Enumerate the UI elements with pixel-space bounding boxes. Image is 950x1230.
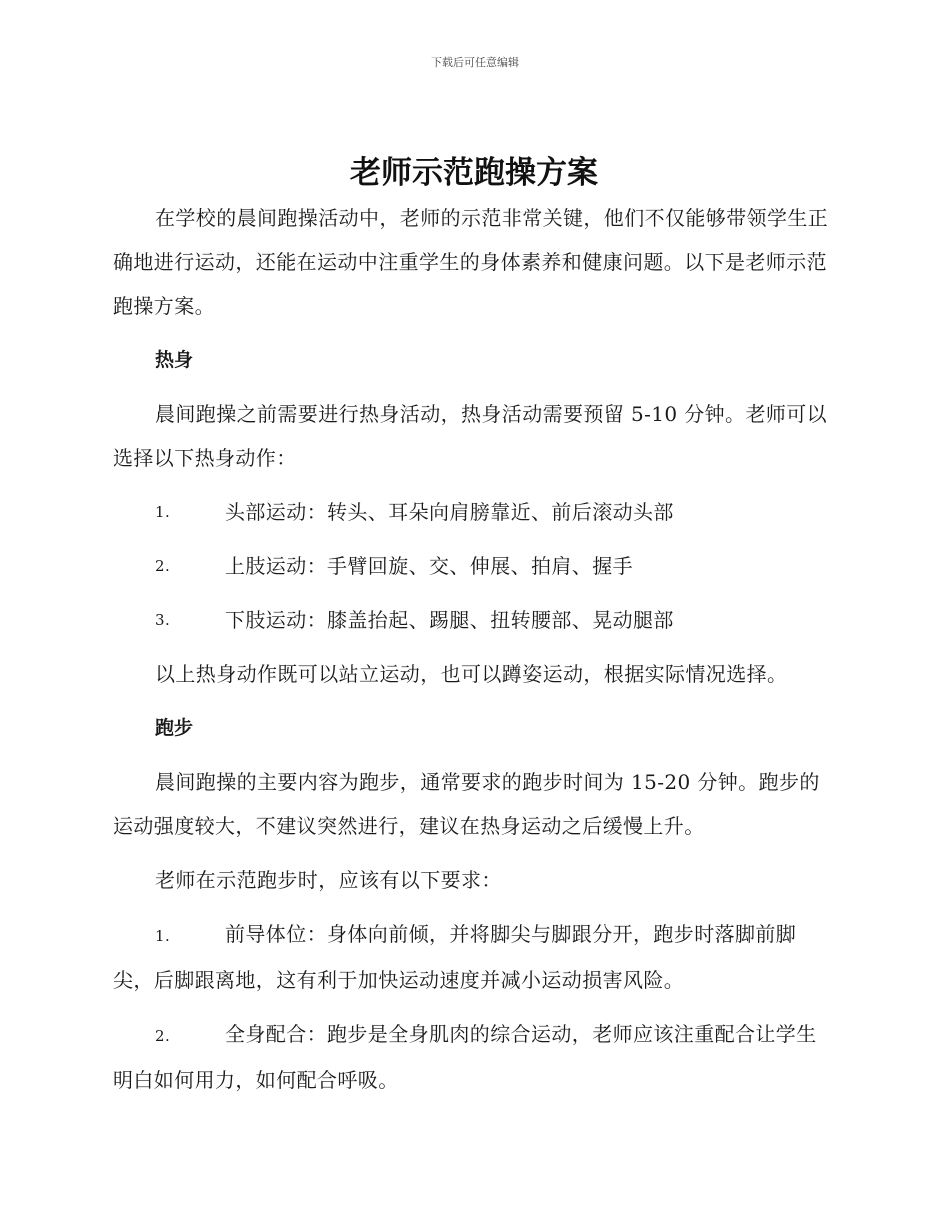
list-item-number: 3. [155,611,171,629]
section-heading-warmup: 热身 [155,349,194,371]
list-item-number: 1. [155,503,171,521]
list-item-text: 全身配合：跑步是全身肌肉的综合运动，老师应该注重配合让学生明白如何用力，如何配合呼吸。 [113,1022,817,1092]
running-requirements-intro: 老师在示范跑步时，应该有以下要求： [155,868,502,892]
list-item-number: 2. [155,1027,171,1045]
running-paragraph: 晨间跑操的主要内容为跑步，通常要求的跑步时间为 15-20 分钟。跑步的运动强度较大，不建议突然进行，建议在热身运动之后缓慢上升。 [113,770,820,838]
list-item [113,912,835,1002]
list-item-text: 头部运动：转头、耳朵向肩膀靠近、前后滚动头部 [225,500,674,524]
section-heading-running: 跑步 [155,717,194,739]
list-item [113,490,835,534]
intro-paragraph: 在学校的晨间跑操活动中，老师的示范非常关键，他们不仅能够带领学生正确地进行运动，还能在运动中注重学生的身体素养和健康问题。以下是老师示范跑操方案。 [113,206,829,318]
list-item [113,544,835,588]
list-item-text: 前导体位：身体向前倾，并将脚尖与脚跟分开，跑步时落脚前脚尖，后脚跟离地，这有利于加快运动速度并减小运动损害风险。 [113,922,797,992]
warmup-summary-paragraph: 以上热身动作既可以站立运动，也可以蹲姿运动，根据实际情况选择。 [155,662,788,686]
page-header-note: 下载后可任意编辑 [431,56,519,69]
warmup-paragraph: 晨间跑操之前需要进行热身活动，热身活动需要预留 5-10 分钟。老师可以选择以下热身动作： [113,402,828,470]
document-title: 老师示范跑操方案 [350,155,598,191]
list-item-number: 2. [155,557,171,575]
list-item [113,598,835,642]
list-item-text: 上肢运动：手臂回旋、交、伸展、拍肩、握手 [225,554,633,578]
list-item-number: 1. [155,927,171,945]
list-item-text: 下肢运动：膝盖抬起、踢腿、扭转腰部、晃动腿部 [225,608,674,632]
list-item [113,1012,835,1102]
document-body [113,150,835,1102]
